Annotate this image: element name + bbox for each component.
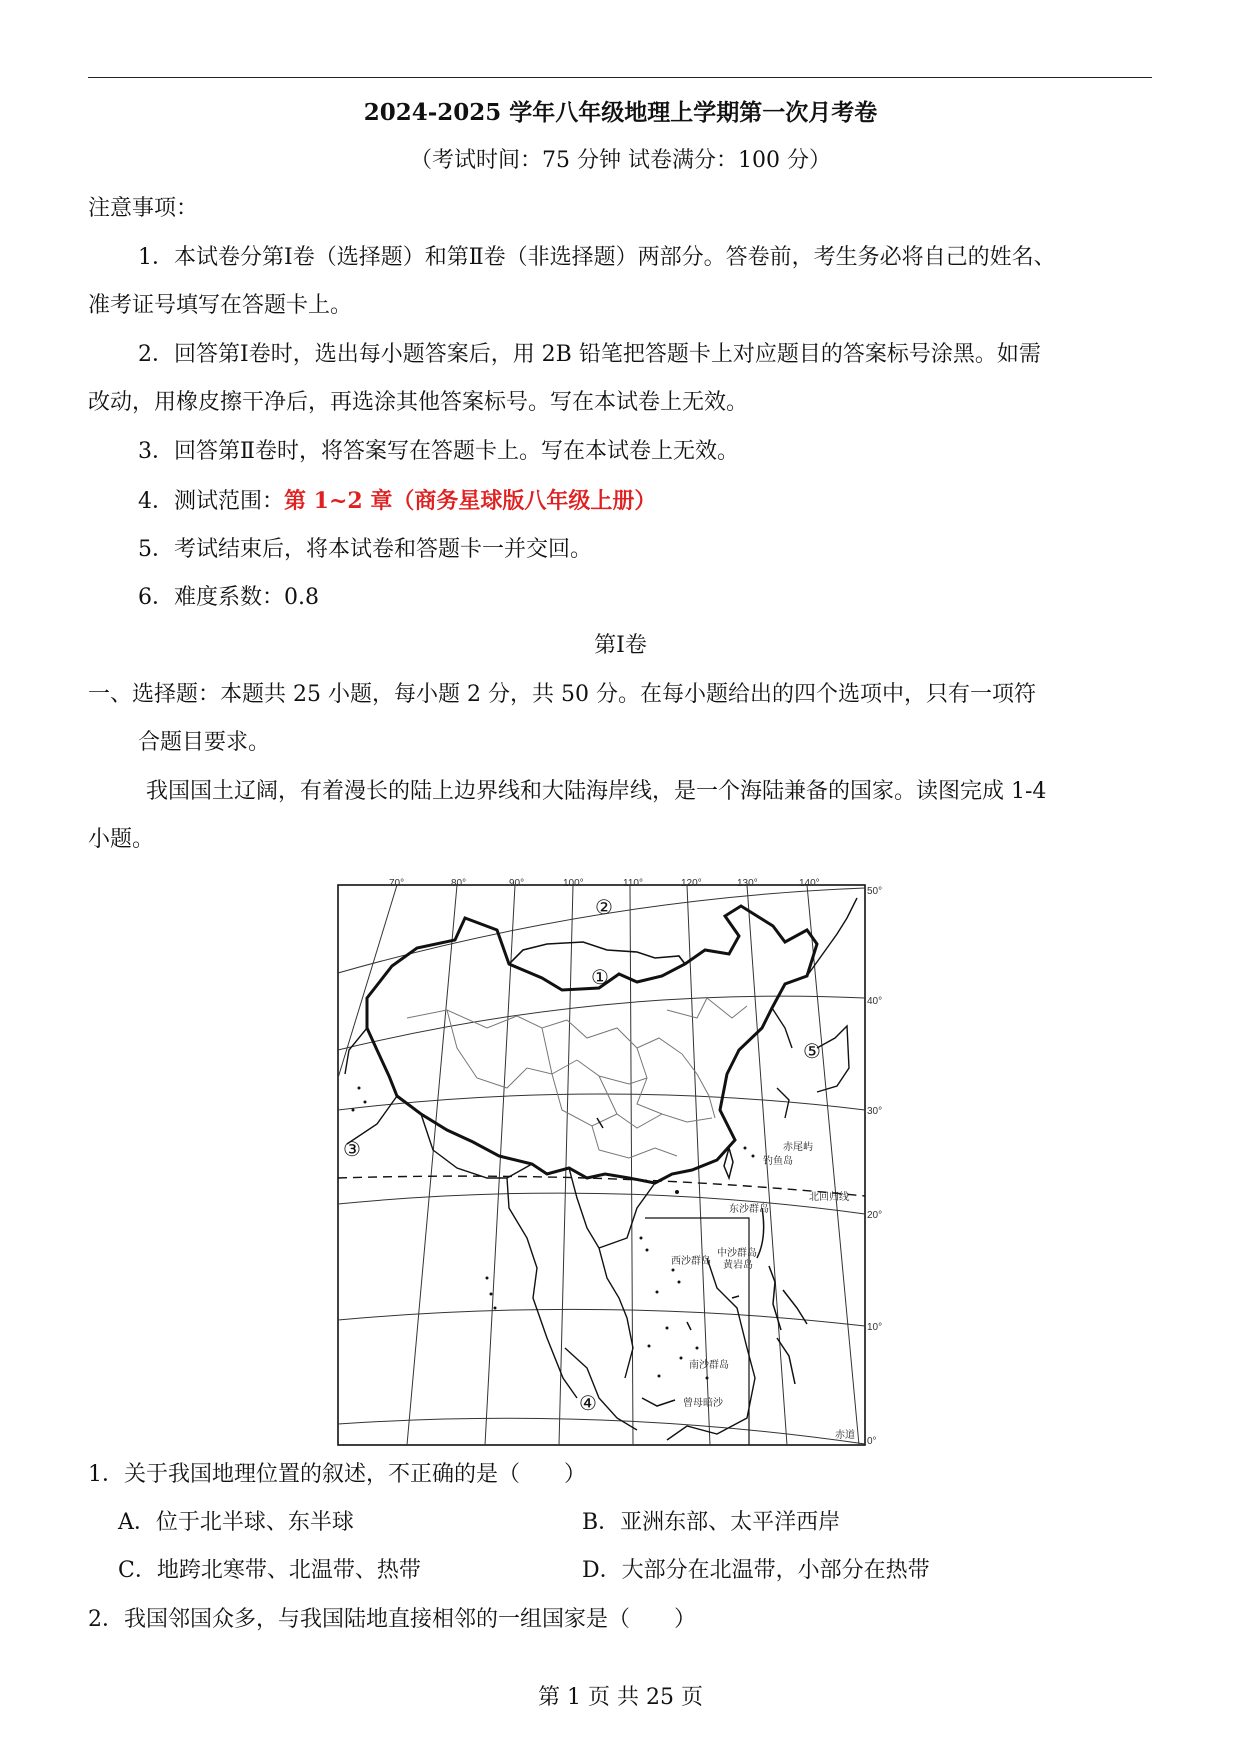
question-1: 1．关于我国地理位置的叙述，不正确的是（ ） [88, 1462, 586, 1487]
notice-item-4 [138, 486, 656, 517]
intro-text: 我国国土辽阔，有着漫长的陆上边界线和大陆海岸线，是一个海陆兼备的国家。读图完成 1-4 [146, 779, 1047, 804]
label-tropic: 北回归线 [809, 1192, 849, 1203]
label-xisha: 西沙群岛 [671, 1256, 711, 1267]
notice-item-1-cont: 准考证号填写在答题卡上。 [88, 293, 353, 318]
q1-option-b: B．亚洲东部、太平洋西岸 [582, 1510, 841, 1535]
notice-heading: 注意事项： [88, 196, 199, 221]
notice-item-4-prefix: 4．测试范围： [138, 489, 284, 514]
section-heading-cont: 合题目要求。 [138, 730, 271, 755]
lon-label: 110° [623, 878, 643, 889]
exam-subtitle: （考试时间：75 分钟 试卷满分：100 分） [410, 148, 831, 173]
notice-item-2-cont: 改动，用橡皮擦干净后，再选涂其他答案标号。写在本试卷上无效。 [88, 390, 749, 415]
lat-label: 20° [867, 1210, 883, 1221]
notice-item-3: 3．回答第Ⅱ卷时，将答案写在答题卡上。写在本试卷上无效。 [138, 439, 739, 464]
lat-label: 30° [867, 1106, 883, 1117]
lat-labels [867, 886, 882, 1447]
notice-item-2: 2．回答第Ⅰ卷时，选出每小题答案后，用 2B 铅笔把答题卡上对应题目的答案标号涂黑。如需 [138, 342, 1041, 367]
label-zhongsha: 中沙群岛 [717, 1248, 757, 1259]
label-chiwei: 赤尾屿 [783, 1142, 813, 1153]
lon-label: 120° [681, 878, 702, 889]
q1-option-c: C．地跨北寒带、北温带、热带 [118, 1558, 421, 1583]
marker-4: ④ [579, 1393, 597, 1415]
label-nansha: 南沙群岛 [689, 1360, 729, 1371]
lat-label: 40° [867, 996, 883, 1007]
marker-3: ③ [343, 1139, 361, 1161]
q1-option-d: D．大部分在北温带，小部分在热带 [582, 1558, 930, 1583]
lat-label: 50° [867, 886, 883, 897]
notice-item-5: 5．考试结束后，将本试卷和答题卡一并交回。 [138, 537, 592, 562]
page-footer: 第 1 页 共 25 页 [538, 1685, 703, 1710]
marker-1: ① [591, 967, 609, 989]
lon-label: 90° [509, 878, 525, 889]
marker-5: ⑤ [803, 1041, 821, 1063]
label-diaoyu: 钓鱼岛 [763, 1156, 793, 1167]
marker-2: ② [595, 897, 613, 919]
lon-label: 140° [799, 878, 820, 889]
label-zengmu: 曾母暗沙 [683, 1398, 723, 1409]
lon-label: 130° [737, 878, 758, 889]
question-2: 2．我国邻国众多，与我国陆地直接相邻的一组国家是（ ） [88, 1607, 696, 1632]
top-rule [88, 77, 1152, 78]
volume-title: 第Ⅰ卷 [594, 633, 647, 658]
notice-item-6: 6．难度系数：0.8 [138, 585, 319, 610]
exam-title: 2024-2025 学年八年级地理上学期第一次月考卷 [363, 99, 878, 126]
lon-label: 70° [389, 878, 405, 889]
test-scope: 第 1~2 章（商务星球版八年级上册） [284, 488, 657, 514]
label-equator: 赤道 [835, 1430, 855, 1441]
label-dongsha: 东沙群岛 [729, 1204, 769, 1215]
intro-text-cont: 小题。 [88, 827, 155, 852]
lon-label: 100° [563, 878, 584, 889]
label-huangyan: 黄岩岛 [723, 1260, 753, 1271]
china-map [337, 878, 885, 1450]
lon-label: 80° [451, 878, 467, 889]
lat-label: 10° [867, 1322, 883, 1333]
notice-item-1: 1．本试卷分第Ⅰ卷（选择题）和第Ⅱ卷（非选择题）两部分。答卷前，考生务必将自己的姓名、 [138, 245, 1056, 270]
q1-option-a: A．位于北半球、东半球 [118, 1510, 354, 1535]
lat-label: 0° [867, 1436, 877, 1447]
section-heading: 一、选择题：本题共 25 小题，每小题 2 分，共 50 分。在每小题给出的四个选项中，只有一项符 [88, 682, 1036, 707]
